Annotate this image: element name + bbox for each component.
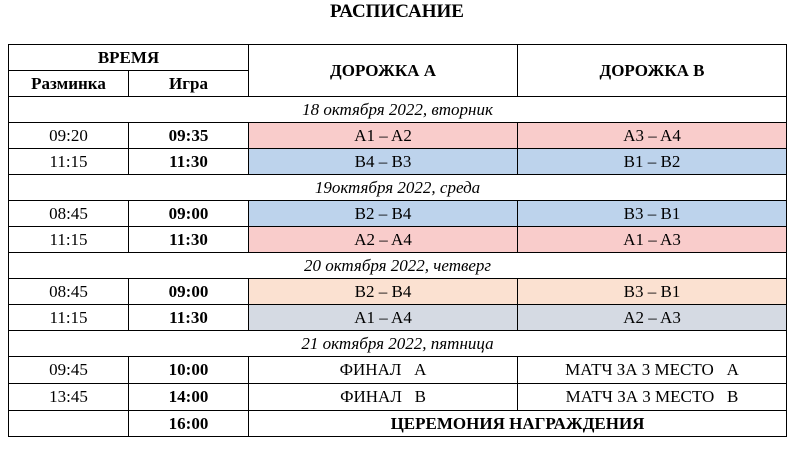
game-time: 09:35 [129,123,249,149]
warmup-time: 08:45 [9,279,129,305]
date-label: 21 октября 2022, пятница [9,331,787,357]
warmup-time: 08:45 [9,201,129,227]
lane-b-match: A3 – A4 [518,123,787,149]
lane-a-header: ДОРОЖКА А [249,45,518,97]
lane-b-match: B1 – B2 [518,149,787,175]
warmup-header: Разминка [9,71,129,97]
page-title: РАСПИСАНИЕ [330,1,464,22]
lane-b-match: B3 – B1 [518,201,787,227]
warmup-time: 09:45 [9,357,129,384]
lane-b-match: МАТЧ ЗА 3 МЕСТО В [518,384,787,411]
warmup-time: 09:20 [9,123,129,149]
game-time: 11:30 [129,227,249,253]
date-row [9,253,787,279]
game-header: Игра [129,71,249,97]
lane-a-match: ФИНАЛ А [249,357,518,384]
date-row [9,331,787,357]
game-time: 09:00 [129,201,249,227]
warmup-time: 11:15 [9,149,129,175]
lane-a-match: B2 – B4 [249,201,518,227]
schedule-table [8,44,787,437]
game-time: 11:30 [129,149,249,175]
lane-b-match: A2 – A3 [518,305,787,331]
game-time: 10:00 [129,357,249,384]
game-time: 11:30 [129,305,249,331]
game-time: 09:00 [129,279,249,305]
game-time: 14:00 [129,384,249,411]
lane-a-match: A1 – A4 [249,305,518,331]
game-row [9,149,787,175]
lane-a-match: B4 – B3 [249,149,518,175]
game-row [9,201,787,227]
ceremony-row [9,411,787,437]
date-label: 20 октября 2022, четверг [9,253,787,279]
lane-a-match: A2 – A4 [249,227,518,253]
lane-a-match: A1 – A2 [249,123,518,149]
time-header: ВРЕМЯ [9,45,249,71]
lane-b-match: A1 – A3 [518,227,787,253]
game-row [9,279,787,305]
ceremony-label: ЦЕРЕМОНИЯ НАГРАЖДЕНИЯ [249,411,787,437]
header-row-top [9,45,787,71]
date-row [9,175,787,201]
lane-a-match: ФИНАЛ В [249,384,518,411]
game-row [9,357,787,384]
warmup-time [9,411,129,437]
game-row [9,384,787,411]
warmup-time: 13:45 [9,384,129,411]
warmup-time: 11:15 [9,227,129,253]
game-time: 16:00 [129,411,249,437]
date-label: 18 октября 2022, вторник [9,97,787,123]
date-row [9,97,787,123]
lane-b-header: ДОРОЖКА В [518,45,787,97]
lane-b-match: МАТЧ ЗА 3 МЕСТО А [518,357,787,384]
date-label: 19октября 2022, среда [9,175,787,201]
lane-a-match: B2 – B4 [249,279,518,305]
game-row [9,305,787,331]
warmup-time: 11:15 [9,305,129,331]
lane-b-match: B3 – B1 [518,279,787,305]
game-row [9,227,787,253]
game-row [9,123,787,149]
